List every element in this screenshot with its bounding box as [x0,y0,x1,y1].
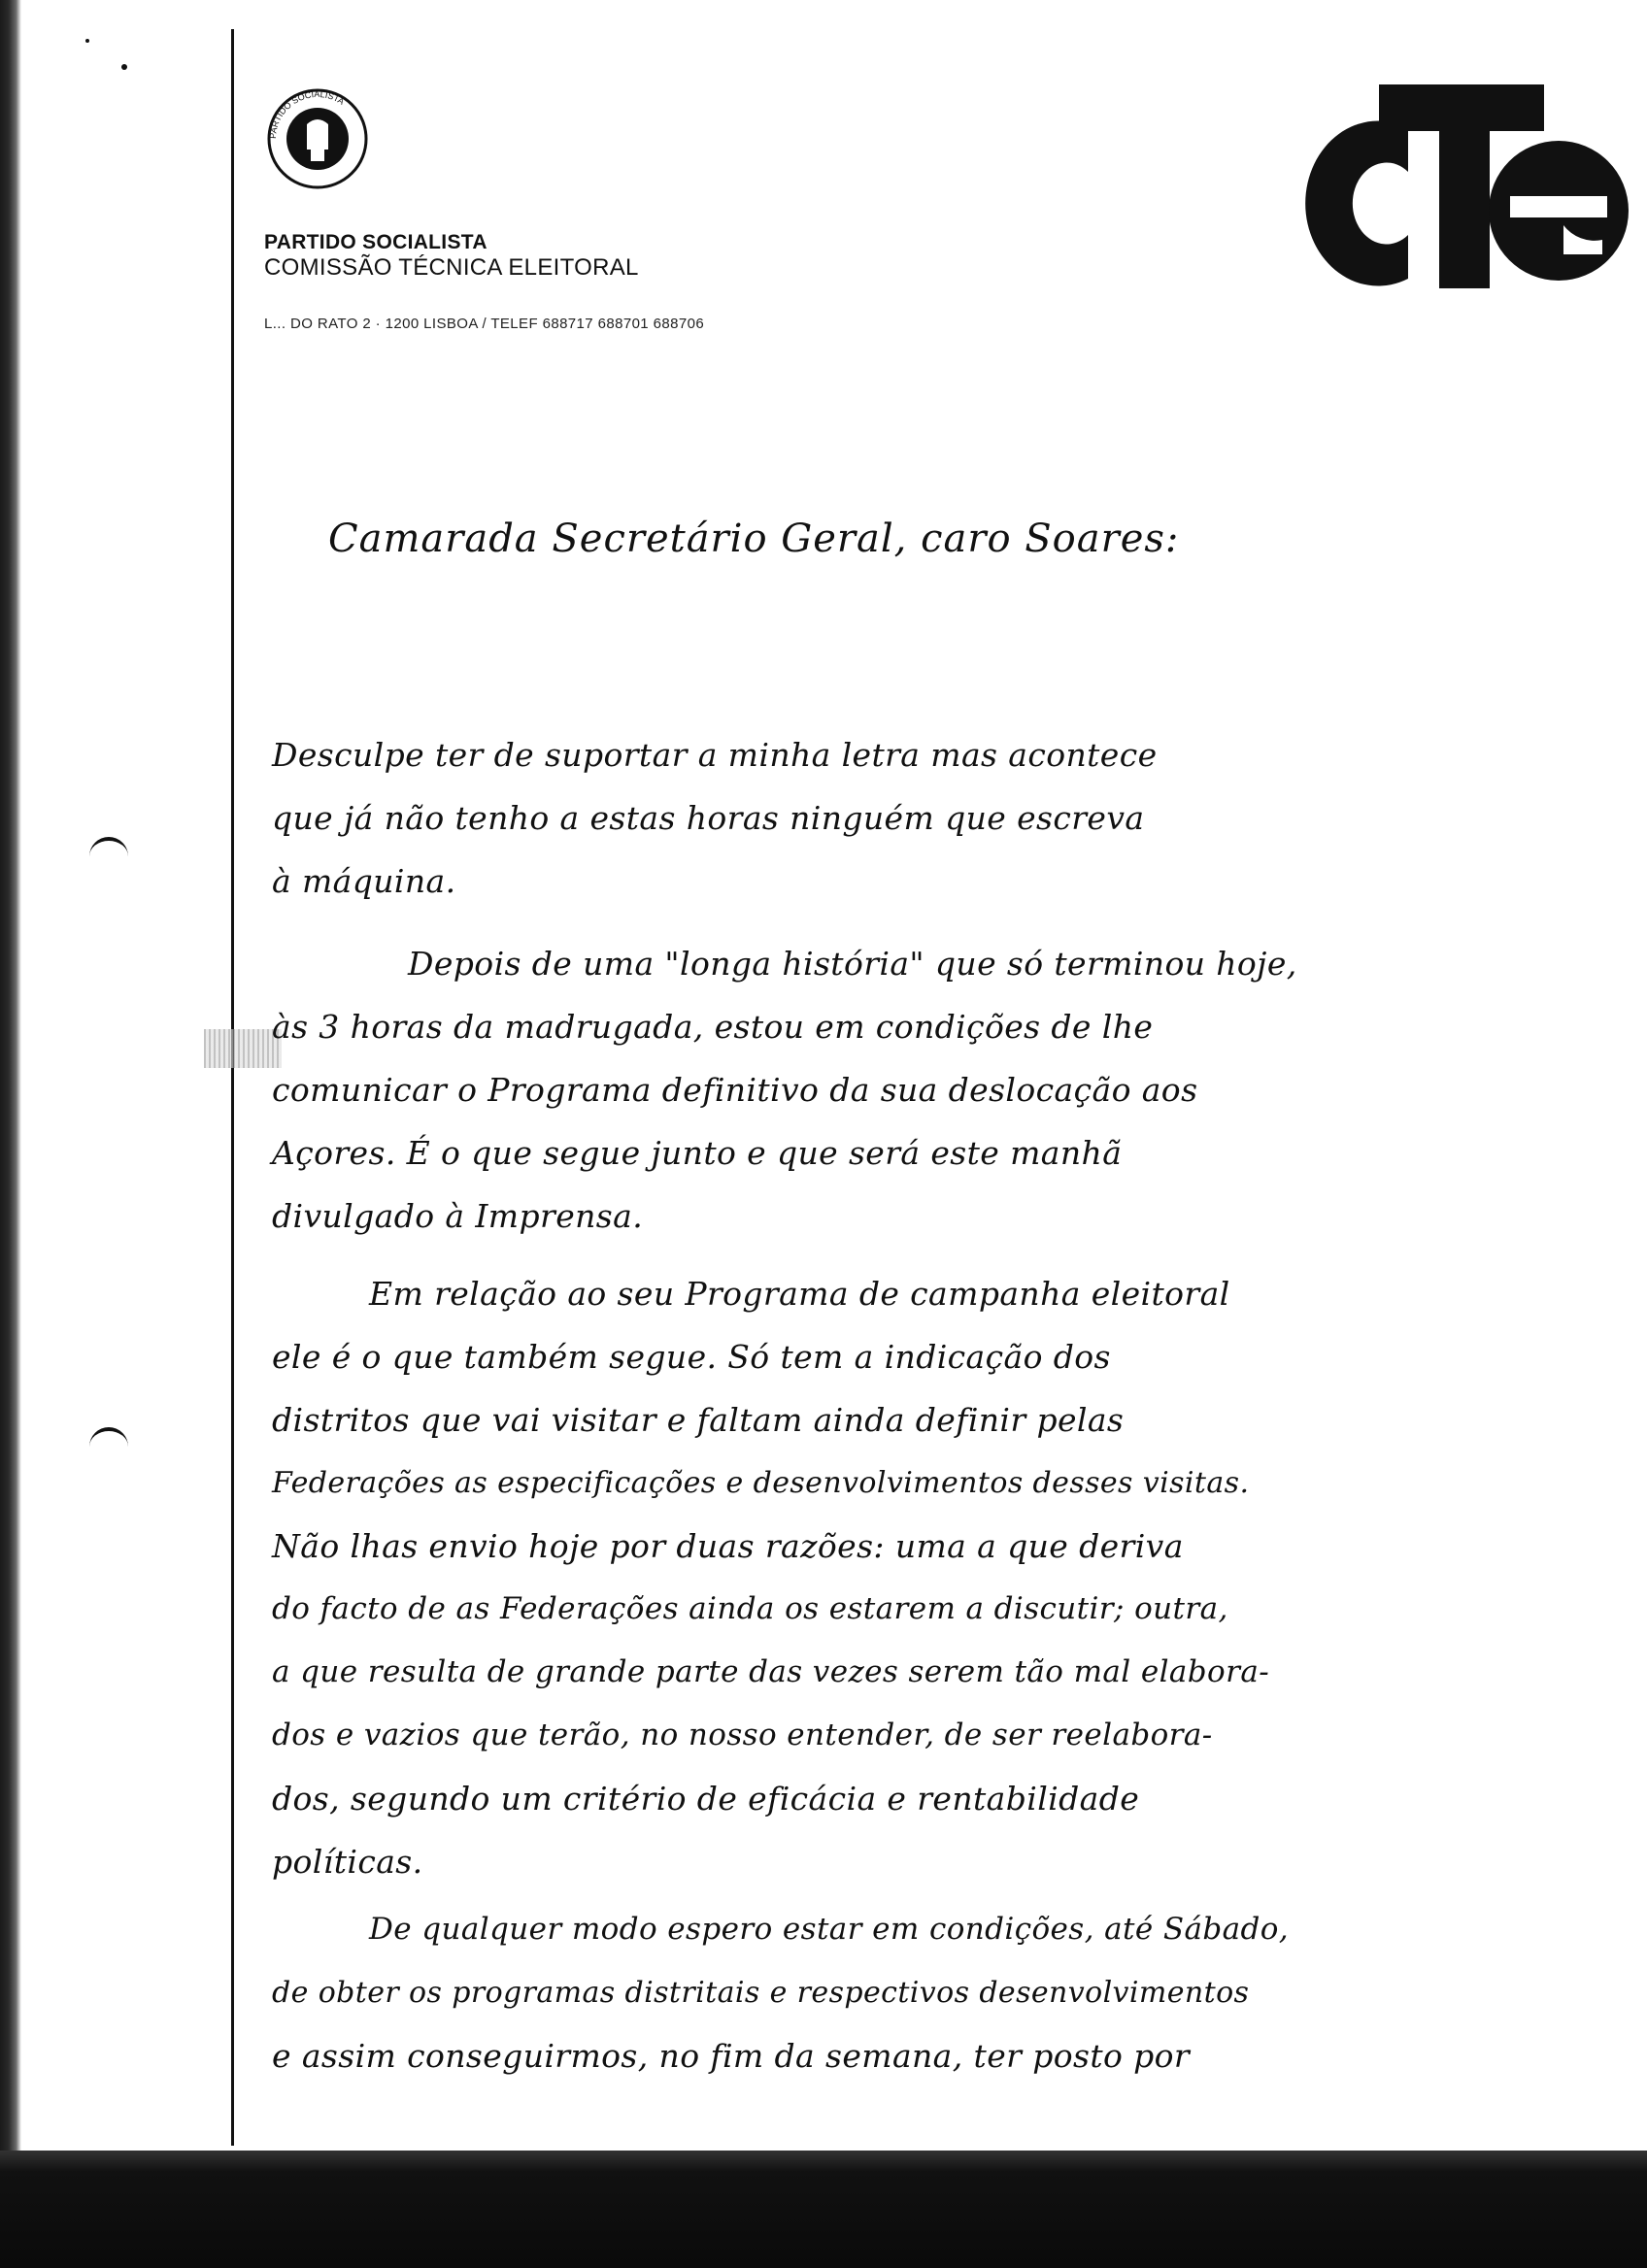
commission-name: COMISSÃO TÉCNICA ELEITORAL [264,254,639,281]
text-line: de obter os programas distritais e respectivos desenvolvimentos [272,1976,1250,2010]
text-line: divulgado à Imprensa. [272,1197,644,1235]
text-line: do facto de as Federações ainda os estarem a discutir; outra, [272,1591,1228,1626]
text-line: e assim conseguirmos, no fim da semana, ter posto por [272,2037,1191,2075]
punch-hole-mark [89,1427,128,1452]
scan-shadow-bottom [0,2151,1647,2268]
letterhead-address: L... DO RATO 2 · 1200 LISBOA / TELEF 688717 688701 688706 [264,316,705,332]
text-line: De qualquer modo espero estar em condições, até Sábado, [369,1912,1290,1947]
text-line: Não lhas envio hoje por duas razões: uma a que deriva [272,1527,1184,1565]
paragraph-3 [272,1262,1573,1893]
seal-text: PARTIDO SOCIALISTA [267,88,347,140]
text-line: distritos que vai visitar e faltam ainda definir pelas [272,1401,1125,1439]
party-seal-logo [264,85,371,192]
margin-line [231,29,234,2146]
paragraph-1 [272,723,1573,913]
text-line: Depois de uma "longa história" que só terminou hoje, [408,945,1297,983]
cte-logo [1262,60,1631,313]
scan-speck [85,39,89,43]
text-line: comunicar o Programa definitivo da sua deslocação aos [272,1071,1198,1109]
text-line: às 3 horas da madrugada, estou em condições de lhe [272,1008,1154,1046]
party-name: PARTIDO SOCIALISTA [264,231,487,253]
text-line: a que resulta de grande parte das vezes serem tão mal elabora- [272,1654,1270,1689]
scan-shadow-left [0,0,21,2268]
text-line: dos e vazios que terão, no nosso entender, de ser reelabora- [272,1718,1213,1752]
text-line: que já não tenho a estas horas ninguém que escreva [272,799,1145,837]
text-line: dos, segundo um critério de eficácia e rentabilidade [272,1780,1140,1818]
punch-hole-mark [89,837,128,862]
paragraph-2 [272,932,1573,1248]
scan-speck [121,64,127,70]
text-line: políticas. [272,1843,423,1881]
text-line: Federações as especificações e desenvolvimentos desses visitas. [272,1466,1250,1500]
text-line: ele é o que também segue. Só tem a indicação dos [272,1338,1111,1376]
text-line: Açores. É o que segue junto e que será este manhã [272,1134,1123,1172]
cte-brand-text: CTE [1262,60,1264,61]
paragraph-4 [272,1898,1573,2087]
text-line: Em relação ao seu Programa de campanha eleitoral [369,1275,1230,1313]
text-line: à máquina. [272,862,456,900]
scan-smudge [204,1029,282,1068]
text-line: Desculpe ter de suportar a minha letra mas acontece [272,736,1158,774]
letter-salutation: Camarada Secretário Geral, caro Soares: [328,517,1180,561]
